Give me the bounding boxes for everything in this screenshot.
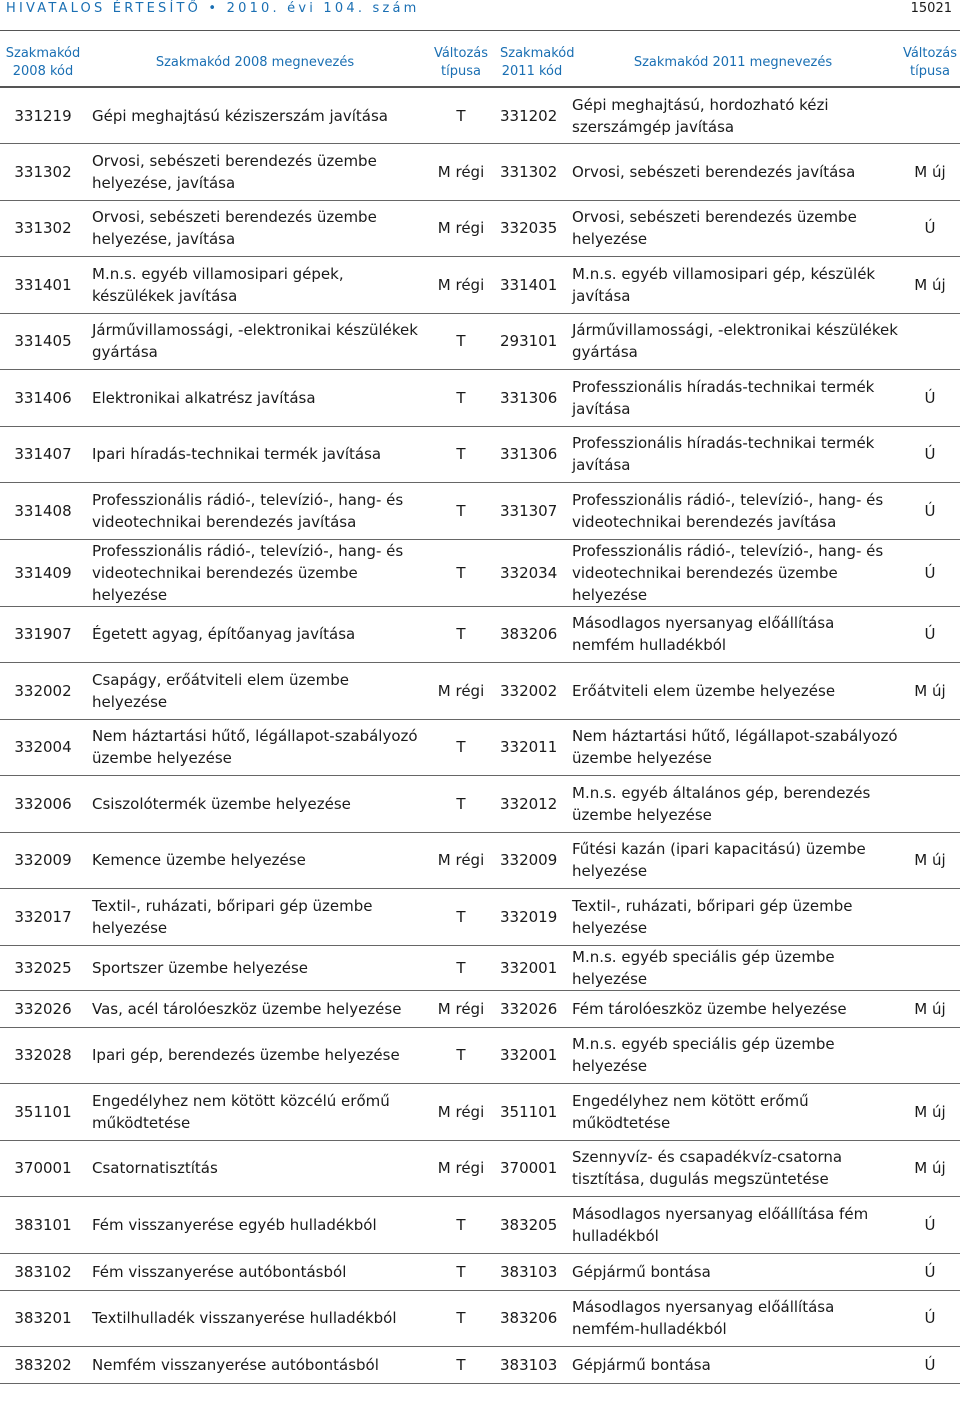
cell-change-type-2011: Ú <box>900 1290 960 1347</box>
cell-code-2011: 332001 <box>498 945 566 990</box>
cell-code-2008: 331408 <box>0 483 86 540</box>
cell-name-2011: M.n.s. egyéb általános gép, berendezés üzembe helyezése <box>566 776 900 833</box>
cell-name-2008: Orvosi, sebészeti berendezés üzembe helyezése, javítása <box>86 144 424 201</box>
cell-code-2008: 370001 <box>0 1140 86 1197</box>
cell-code-2011: 332019 <box>498 889 566 946</box>
cell-change-type-2011: M új <box>900 1084 960 1141</box>
cell-code-2011: 383103 <box>498 1347 566 1384</box>
cell-name-2011: Engedélyhez nem kötött erőmű működtetése <box>566 1084 900 1141</box>
cell-change-type-2008: T <box>424 1347 498 1384</box>
cell-name-2011: Textil-, ruházati, bőripari gép üzembe helyezése <box>566 889 900 946</box>
cell-name-2011: Másodlagos nyersanyag előállítása nemfém-hulladékból <box>566 1290 900 1347</box>
cell-name-2011: M.n.s. egyéb villamosipari gép, készülék javítása <box>566 257 900 314</box>
cell-name-2011: Másodlagos nyersanyag előállítása fém hulladékból <box>566 1197 900 1254</box>
cell-name-2011: Orvosi, sebészeti berendezés javítása <box>566 144 900 201</box>
table-row <box>0 776 960 833</box>
cell-name-2011: Nem háztartási hűtő, légállapot-szabályozó üzembe helyezése <box>566 719 900 776</box>
cell-name-2011: Professzionális híradás-technikai termék javítása <box>566 426 900 483</box>
cell-code-2011: 383206 <box>498 606 566 663</box>
cell-code-2008: 332026 <box>0 990 86 1027</box>
publication-title: HIVATALOS ÉRTESÍTŐ • 2010. évi 104. szám <box>6 1 420 16</box>
cell-name-2008: Csatornatisztítás <box>86 1140 424 1197</box>
cell-name-2008: Professzionális rádió-, televízió-, hang- és videotechnikai berendezés javítása <box>86 483 424 540</box>
cell-code-2008: 331219 <box>0 87 86 144</box>
cell-name-2011: Járművillamossági, -elektronikai készülékek gyártása <box>566 313 900 370</box>
cell-name-2011: Gépjármű bontása <box>566 1253 900 1290</box>
table-row <box>0 1084 960 1141</box>
table-row <box>0 539 960 606</box>
cell-name-2011: Szennyvíz- és csapadékvíz-csatorna tisztítása, dugulás megszüntetése <box>566 1140 900 1197</box>
cell-change-type-2008: T <box>424 719 498 776</box>
cell-name-2008: Égetett agyag, építőanyag javítása <box>86 606 424 663</box>
cell-change-type-2008: M régi <box>424 990 498 1027</box>
cell-change-type-2008: M régi <box>424 1084 498 1141</box>
cell-code-2008: 332009 <box>0 832 86 889</box>
cell-change-type-2008: M régi <box>424 257 498 314</box>
col-header-2011-code: Szakmakód 2011 kód <box>498 40 566 87</box>
cell-change-type-2008: M régi <box>424 144 498 201</box>
cell-change-type-2011: M új <box>900 257 960 314</box>
table-row <box>0 719 960 776</box>
cell-code-2008: 383202 <box>0 1347 86 1384</box>
cell-name-2011: Professzionális híradás-technikai termék javítása <box>566 370 900 427</box>
cell-change-type-2008: T <box>424 370 498 427</box>
cell-code-2008: 332004 <box>0 719 86 776</box>
table-row <box>0 144 960 201</box>
table-row <box>0 1290 960 1347</box>
table-row <box>0 663 960 720</box>
cell-change-type-2008: T <box>424 889 498 946</box>
cell-name-2008: Professzionális rádió-, televízió-, hang- és videotechnikai berendezés üzembe helyezése <box>86 539 424 606</box>
cell-change-type-2011 <box>900 719 960 776</box>
cell-code-2011: 332009 <box>498 832 566 889</box>
cell-change-type-2008: T <box>424 776 498 833</box>
cell-name-2008: Vas, acél tárolóeszköz üzembe helyezése <box>86 990 424 1027</box>
cell-name-2011: M.n.s. egyéb speciális gép üzembe helyezése <box>566 1027 900 1084</box>
cell-name-2008: Kemence üzembe helyezése <box>86 832 424 889</box>
cell-code-2011: 331306 <box>498 426 566 483</box>
cell-code-2008: 332028 <box>0 1027 86 1084</box>
cell-code-2011: 351101 <box>498 1084 566 1141</box>
cell-name-2011: Erőátviteli elem üzembe helyezése <box>566 663 900 720</box>
cell-change-type-2011: Ú <box>900 200 960 257</box>
cell-code-2011: 332002 <box>498 663 566 720</box>
table-row <box>0 832 960 889</box>
cell-code-2008: 331407 <box>0 426 86 483</box>
col-header-change-type-1: Változás típusa <box>424 40 498 87</box>
cell-change-type-2011 <box>900 1027 960 1084</box>
cell-change-type-2011: Ú <box>900 1253 960 1290</box>
col-header-2008-name: Szakmakód 2008 megnevezés <box>86 40 424 87</box>
table-row <box>0 426 960 483</box>
cell-name-2008: Ipari gép, berendezés üzembe helyezése <box>86 1027 424 1084</box>
cell-change-type-2008: T <box>424 483 498 540</box>
col-header-2008-code: Szakmakód 2008 kód <box>0 40 86 87</box>
cell-change-type-2011: M új <box>900 144 960 201</box>
cell-code-2008: 331401 <box>0 257 86 314</box>
table-row <box>0 1253 960 1290</box>
cell-name-2008: Csiszolótermék üzembe helyezése <box>86 776 424 833</box>
cell-name-2008: Ipari híradás-technikai termék javítása <box>86 426 424 483</box>
cell-name-2011: Fűtési kazán (ipari kapacitású) üzembe helyezése <box>566 832 900 889</box>
cell-name-2008: M.n.s. egyéb villamosipari gépek, készülékek javítása <box>86 257 424 314</box>
cell-code-2008: 331405 <box>0 313 86 370</box>
cell-name-2008: Fém visszanyerése autóbontásból <box>86 1253 424 1290</box>
cell-change-type-2011: Ú <box>900 606 960 663</box>
cell-change-type-2008: M régi <box>424 200 498 257</box>
running-header <box>0 0 960 31</box>
cell-code-2011: 332012 <box>498 776 566 833</box>
cell-name-2011: Professzionális rádió-, televízió-, hang- és videotechnikai berendezés javítása <box>566 483 900 540</box>
cell-name-2008: Elektronikai alkatrész javítása <box>86 370 424 427</box>
cell-name-2008: Engedélyhez nem kötött közcélú erőmű működtetése <box>86 1084 424 1141</box>
cell-name-2011: Gépi meghajtású, hordozható kézi szerszámgép javítása <box>566 87 900 144</box>
cell-change-type-2008: T <box>424 1027 498 1084</box>
table-row <box>0 945 960 990</box>
cell-change-type-2011: Ú <box>900 370 960 427</box>
table-row <box>0 483 960 540</box>
cell-code-2011: 383103 <box>498 1253 566 1290</box>
cell-change-type-2008: T <box>424 426 498 483</box>
table-header-row <box>0 40 960 87</box>
cell-code-2011: 293101 <box>498 313 566 370</box>
cell-change-type-2011 <box>900 889 960 946</box>
cell-change-type-2008: T <box>424 606 498 663</box>
cell-code-2008: 331302 <box>0 200 86 257</box>
cell-code-2008: 331406 <box>0 370 86 427</box>
cell-name-2008: Gépi meghajtású kéziszerszám javítása <box>86 87 424 144</box>
cell-change-type-2011: Ú <box>900 1347 960 1384</box>
cell-code-2011: 370001 <box>498 1140 566 1197</box>
cell-code-2011: 383206 <box>498 1290 566 1347</box>
table-row <box>0 313 960 370</box>
cell-change-type-2011: M új <box>900 663 960 720</box>
cell-code-2011: 383205 <box>498 1197 566 1254</box>
cell-name-2008: Nemfém visszanyerése autóbontásból <box>86 1347 424 1384</box>
table-row <box>0 990 960 1027</box>
cell-change-type-2011 <box>900 776 960 833</box>
cell-change-type-2008: M régi <box>424 1140 498 1197</box>
cell-name-2011: Orvosi, sebészeti berendezés üzembe helyezése <box>566 200 900 257</box>
cell-name-2008: Textilhulladék visszanyerése hulladékból <box>86 1290 424 1347</box>
col-header-change-type-2: Változás típusa <box>900 40 960 87</box>
page-number: 15021 <box>910 1 952 16</box>
cell-change-type-2008: T <box>424 1253 498 1290</box>
cell-change-type-2011: M új <box>900 990 960 1027</box>
col-header-2011-name: Szakmakód 2011 megnevezés <box>566 40 900 87</box>
cell-code-2011: 332026 <box>498 990 566 1027</box>
cell-change-type-2011: Ú <box>900 539 960 606</box>
cell-name-2011: Gépjármű bontása <box>566 1347 900 1384</box>
cell-change-type-2008: T <box>424 313 498 370</box>
cell-code-2011: 331302 <box>498 144 566 201</box>
cell-change-type-2011: Ú <box>900 483 960 540</box>
cell-code-2008: 332025 <box>0 945 86 990</box>
table-row <box>0 1197 960 1254</box>
cell-code-2008: 331907 <box>0 606 86 663</box>
cell-name-2011: Fém tárolóeszköz üzembe helyezése <box>566 990 900 1027</box>
cell-code-2011: 332034 <box>498 539 566 606</box>
cell-name-2008: Sportszer üzembe helyezése <box>86 945 424 990</box>
cell-code-2008: 383201 <box>0 1290 86 1347</box>
cell-change-type-2011: Ú <box>900 1197 960 1254</box>
code-mapping-table <box>0 40 960 1384</box>
cell-name-2008: Nem háztartási hűtő, légállapot-szabályozó üzembe helyezése <box>86 719 424 776</box>
cell-change-type-2008: T <box>424 539 498 606</box>
cell-code-2008: 383102 <box>0 1253 86 1290</box>
table-row <box>0 1347 960 1384</box>
cell-change-type-2008: T <box>424 945 498 990</box>
cell-code-2011: 331306 <box>498 370 566 427</box>
cell-name-2011: Professzionális rádió-, televízió-, hang- és videotechnikai berendezés üzembe helyezése <box>566 539 900 606</box>
cell-name-2008: Orvosi, sebészeti berendezés üzembe helyezése, javítása <box>86 200 424 257</box>
cell-name-2011: Másodlagos nyersanyag előállítása nemfém hulladékból <box>566 606 900 663</box>
cell-code-2011: 331202 <box>498 87 566 144</box>
cell-code-2008: 331302 <box>0 144 86 201</box>
cell-change-type-2011: Ú <box>900 426 960 483</box>
cell-change-type-2011 <box>900 313 960 370</box>
table-row <box>0 257 960 314</box>
cell-code-2011: 332011 <box>498 719 566 776</box>
cell-change-type-2008: M régi <box>424 832 498 889</box>
cell-change-type-2011 <box>900 87 960 144</box>
cell-code-2011: 332035 <box>498 200 566 257</box>
cell-code-2008: 332017 <box>0 889 86 946</box>
cell-code-2011: 332001 <box>498 1027 566 1084</box>
cell-name-2008: Járművillamossági, -elektronikai készülékek gyártása <box>86 313 424 370</box>
cell-change-type-2008: T <box>424 1290 498 1347</box>
cell-code-2008: 383101 <box>0 1197 86 1254</box>
cell-name-2008: Csapágy, erőátviteli elem üzembe helyezése <box>86 663 424 720</box>
cell-name-2011: M.n.s. egyéb speciális gép üzembe helyezése <box>566 945 900 990</box>
cell-change-type-2008: M régi <box>424 663 498 720</box>
cell-code-2008: 332002 <box>0 663 86 720</box>
table-row <box>0 200 960 257</box>
cell-change-type-2011: M új <box>900 832 960 889</box>
cell-change-type-2008: T <box>424 87 498 144</box>
cell-code-2008: 332006 <box>0 776 86 833</box>
table-row <box>0 1140 960 1197</box>
cell-change-type-2011: M új <box>900 1140 960 1197</box>
cell-change-type-2011 <box>900 945 960 990</box>
table-row <box>0 1027 960 1084</box>
table-row <box>0 606 960 663</box>
cell-change-type-2008: T <box>424 1197 498 1254</box>
table-row <box>0 370 960 427</box>
cell-code-2008: 351101 <box>0 1084 86 1141</box>
cell-code-2011: 331401 <box>498 257 566 314</box>
table-row <box>0 889 960 946</box>
cell-name-2008: Textil-, ruházati, bőripari gép üzembe helyezése <box>86 889 424 946</box>
cell-name-2008: Fém visszanyerése egyéb hulladékból <box>86 1197 424 1254</box>
cell-code-2011: 331307 <box>498 483 566 540</box>
cell-code-2008: 331409 <box>0 539 86 606</box>
table-row <box>0 87 960 144</box>
